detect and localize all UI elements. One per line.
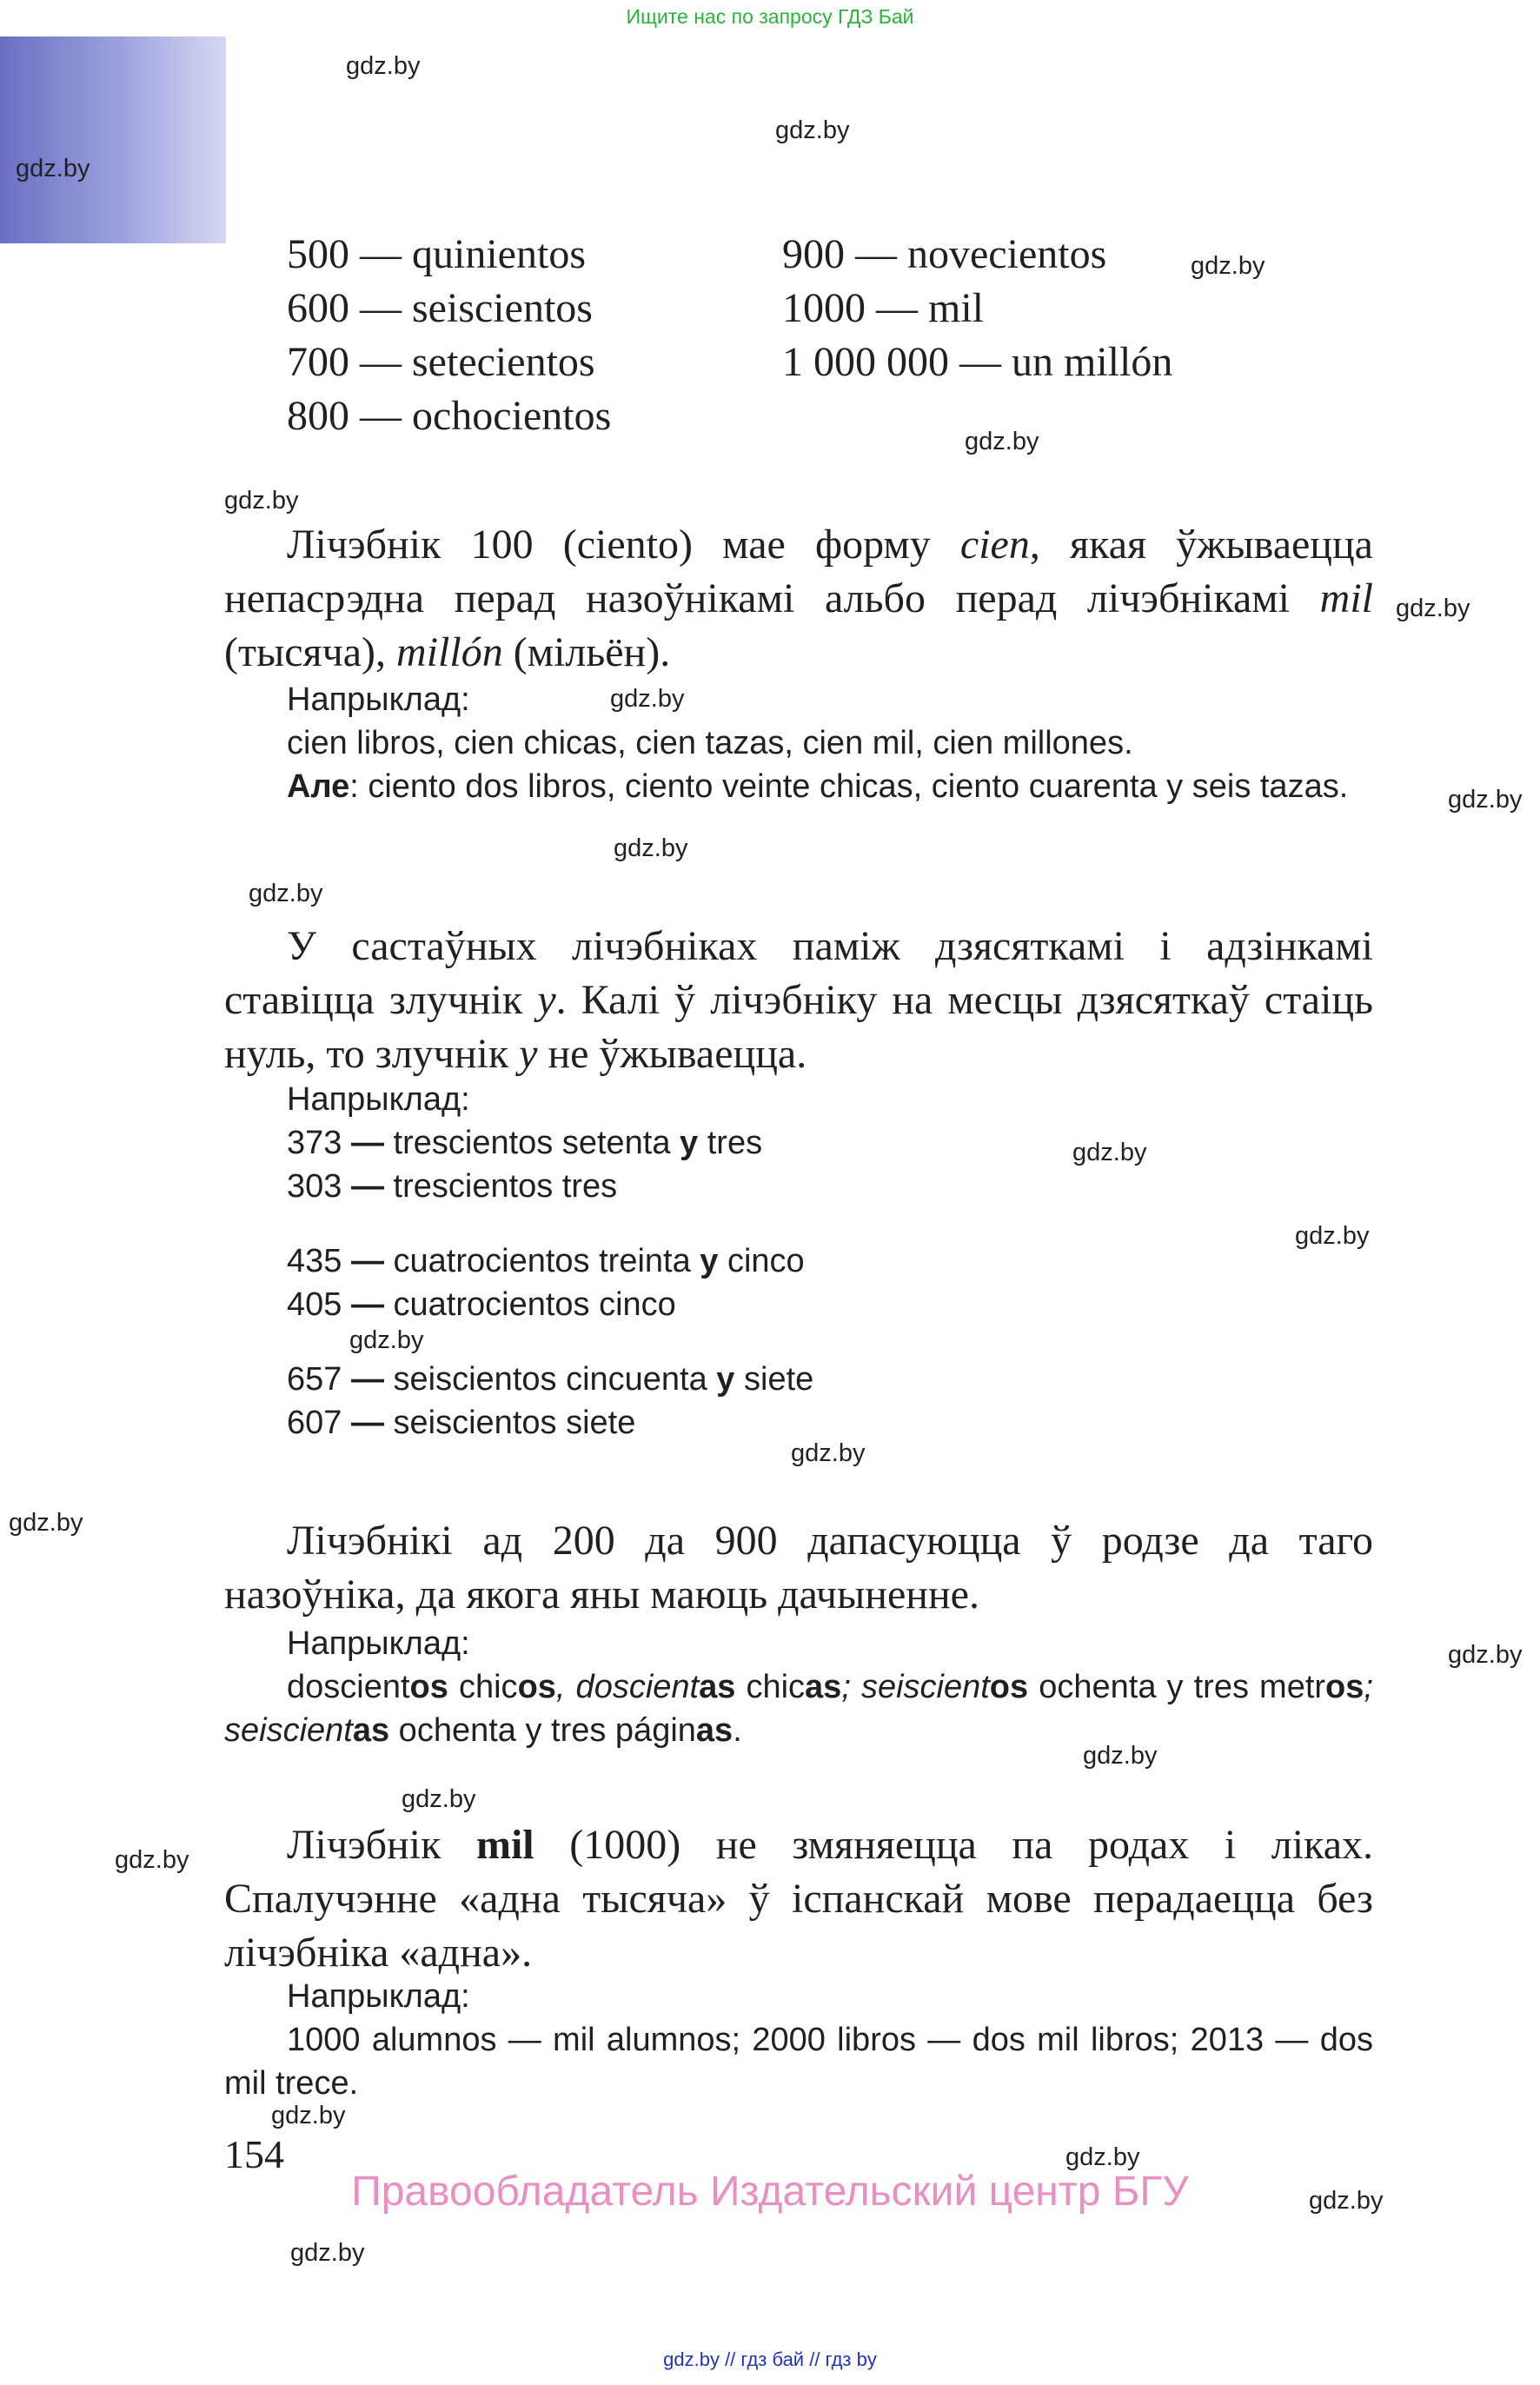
rule-paragraph-cien [224, 518, 1373, 680]
text: ; seiscient [224, 1669, 1373, 1749]
text: cuatrocientos cinco [393, 1286, 676, 1323]
text: , якая ўжываецца непасрэдна перад назоўнікамі альбо перад лічэбнікамі [224, 522, 1373, 621]
number: 657 [287, 1361, 342, 1398]
term: mil [475, 1822, 534, 1868]
example-row [287, 1121, 1373, 1165]
number: 405 [287, 1286, 342, 1323]
watermark: gdz.by [1448, 786, 1523, 814]
ending: as [805, 1669, 842, 1705]
ending: as [695, 1712, 733, 1749]
corner-decoration [0, 37, 226, 243]
example-label: Напрыклад: [287, 1625, 470, 1662]
ending: os [517, 1669, 556, 1705]
text: . [733, 1712, 742, 1749]
conjunction: y [700, 1243, 719, 1279]
text: siete [734, 1361, 814, 1398]
text: (1000) не змяняецца па родах і ліках. Спалучэнне «адна тысяча» ў іспанскай мове перадаецца без лічэбніка «адна». [224, 1822, 1373, 1976]
term: cien [959, 522, 1030, 568]
rule-paragraph-mil [224, 1818, 1373, 1980]
dash: — [342, 1125, 394, 1161]
watermark: gdz.by [791, 1439, 866, 1467]
watermark: gdz.by [1065, 2143, 1140, 2171]
text: tres [698, 1125, 763, 1161]
text: cuatrocientos treinta [393, 1243, 700, 1279]
number: 607 [287, 1405, 342, 1441]
ending: os [409, 1669, 448, 1705]
ending: as [352, 1712, 390, 1749]
text: (мільён). [502, 629, 671, 675]
watermark: gdz.by [249, 880, 323, 907]
example-row [287, 1401, 1373, 1445]
watermark: gdz.by [16, 155, 90, 183]
text: trescientos setenta [393, 1125, 680, 1161]
watermark: gdz.by [1083, 1742, 1158, 1770]
number-row: 900 — novecientos [782, 231, 1107, 277]
term: y [537, 977, 556, 1023]
example-row [287, 1165, 1373, 1208]
number-row: 1 000 000 — un millón [782, 339, 1173, 385]
text: , doscient [555, 1669, 700, 1705]
text: У састаўных лічэбніках паміж дзясяткамі і адзінкамі ставіцца злучнік [224, 923, 1373, 1023]
example-row [287, 1358, 1373, 1401]
text: ; seiscient [841, 1669, 990, 1705]
number-row: 700 — setecientos [287, 339, 595, 385]
dash: — [342, 1286, 394, 1323]
dash: — [342, 1168, 394, 1205]
ending: as [699, 1669, 736, 1705]
text: chic [735, 1669, 806, 1705]
but-label: Але [287, 768, 350, 805]
text: doscient [287, 1669, 410, 1705]
watermark: gdz.by [349, 1326, 424, 1354]
number: 435 [287, 1243, 342, 1279]
number-row: 1000 — mil [782, 285, 985, 331]
but-note [224, 765, 1373, 808]
term: mil [1319, 575, 1373, 621]
text: ochenta y tres págin [389, 1712, 696, 1749]
watermark: gdz.by [1072, 1139, 1147, 1166]
rule-paragraph-y [224, 920, 1373, 1081]
dash: — [342, 1361, 394, 1398]
ending: os [989, 1669, 1029, 1705]
term: millón [396, 629, 503, 675]
text: chic [448, 1669, 518, 1705]
text: Лічэбнік [287, 1822, 476, 1868]
mil-example: 1000 alumnos — mil alumnos; 2000 libros — dos mil libros; 2013 — dos mil trece. [224, 2022, 1373, 2102]
watermark: gdz.by [1309, 2187, 1384, 2215]
watermark: gdz.by [224, 487, 299, 515]
rule-paragraph-gender: Лічэбнікі ад 200 да 900 дапасуюцца ў родзе да таго назоўніка, да якога яны маюць дачыненне. [224, 1518, 1373, 1618]
watermark: gdz.by [1295, 1222, 1370, 1250]
copyright-holder: Правообладатель Издательский центр БГУ [351, 2169, 1189, 2215]
dash: — [342, 1243, 394, 1279]
text: Лічэбнік 100 (ciento) мае форму [287, 522, 960, 568]
watermark: gdz.by [1448, 1641, 1523, 1669]
example-row [287, 1283, 1373, 1326]
watermark: gdz.by [115, 1846, 189, 1874]
ending: os [1325, 1669, 1364, 1705]
watermark: gdz.by [775, 116, 850, 144]
conjunction: y [716, 1361, 735, 1398]
watermark: gdz.by [346, 52, 421, 80]
number-row: 500 — quinientos [287, 231, 586, 277]
watermark: gdz.by [1396, 595, 1470, 622]
example-label: Напрыклад: [287, 681, 470, 718]
watermark: gdz.by [614, 834, 688, 862]
example-label: Напрыклад: [287, 1081, 470, 1118]
number: 303 [287, 1168, 342, 1205]
text: trescientos tres [393, 1168, 618, 1205]
watermark: gdz.by [402, 1785, 476, 1813]
page-number: 154 [224, 2132, 284, 2176]
example-label: Напрыклад: [287, 1978, 470, 2015]
number-row: 600 — seiscientos [287, 285, 593, 331]
example-row [287, 1239, 1373, 1283]
footer-links[interactable]: gdz.by // гдз бай // гдз by [663, 2348, 877, 2370]
text: : ciento dos libros, ciento veinte chicas, ciento cuarenta y seis tazas. [349, 768, 1349, 805]
watermark: gdz.by [271, 2102, 346, 2129]
search-banner: Ищите нас по запросу ГДЗ Бай [626, 5, 914, 28]
text: не ўжываецца. [537, 1031, 807, 1077]
text: seiscientos cincuenta [393, 1361, 717, 1398]
watermark: gdz.by [290, 2239, 365, 2267]
text: (тысяча), [224, 629, 397, 675]
watermark: gdz.by [965, 428, 1039, 455]
watermark: gdz.by [1191, 252, 1265, 280]
gender-example [224, 1665, 1373, 1752]
conjunction: y [680, 1125, 699, 1161]
watermark: gdz.by [9, 1509, 83, 1537]
number-row: 800 — ochocientos [287, 393, 612, 439]
watermark: gdz.by [610, 685, 685, 713]
example-text: cien libros, cien chicas, cien tazas, cien mil, cien millones. [287, 725, 1133, 761]
dash: — [342, 1405, 394, 1441]
text: seiscientos siete [393, 1405, 636, 1441]
text: cinco [718, 1243, 805, 1279]
number: 373 [287, 1125, 342, 1161]
text: ochenta y tres metr [1028, 1669, 1326, 1705]
text: . Калі ў лічэбніку на месцы дзясяткаў стаіць нуль, то злучнік [224, 977, 1373, 1077]
term: y [519, 1031, 538, 1077]
